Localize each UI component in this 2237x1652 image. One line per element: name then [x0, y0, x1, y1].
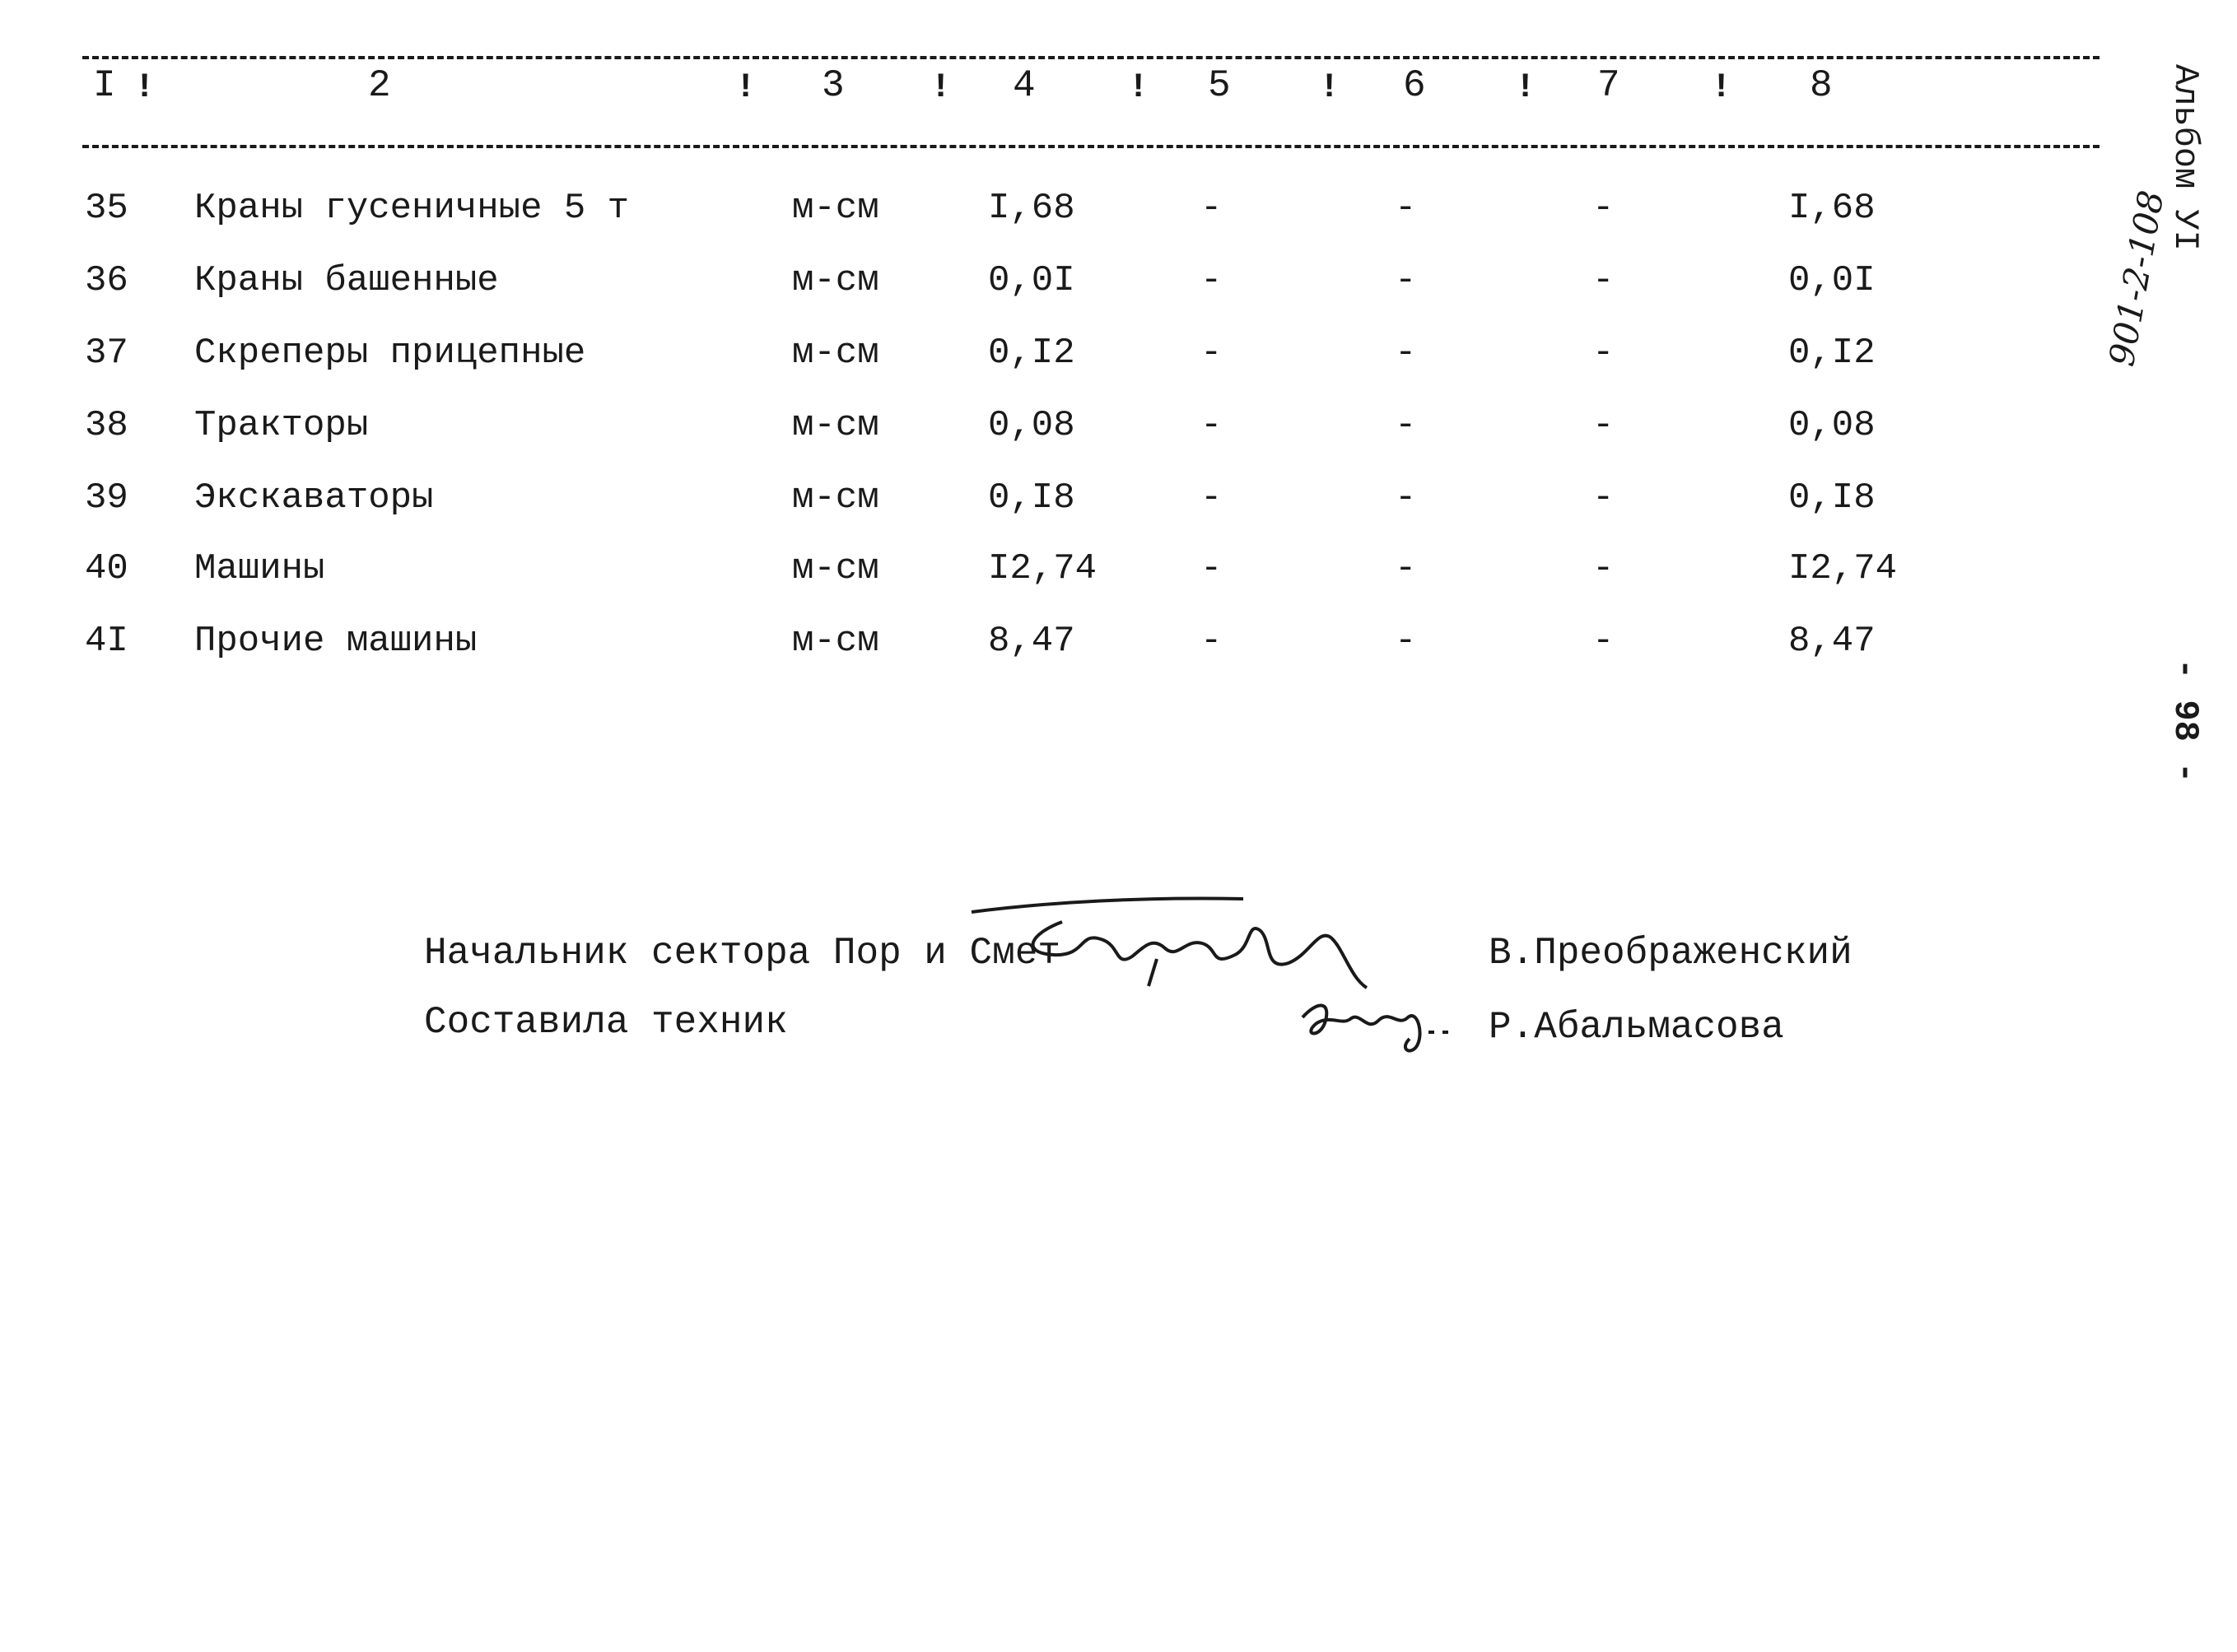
row-value-4: 0,0I	[988, 260, 1075, 301]
row-name: Тракторы	[194, 405, 369, 446]
header-col-6: 6	[1403, 64, 1426, 107]
header-separator: !	[930, 67, 952, 107]
header-separator: !	[134, 67, 156, 107]
row-value-4: 0,I8	[988, 477, 1075, 519]
table-row	[0, 260, 2237, 318]
row-number: 38	[85, 405, 128, 446]
header-top-rule	[82, 56, 2100, 59]
row-unit: м-см	[792, 548, 879, 589]
row-value-6: -	[1395, 333, 1417, 374]
header-separator: !	[735, 67, 757, 107]
row-value-7: -	[1592, 621, 1615, 662]
table-row	[0, 188, 2237, 245]
row-name: Прочие машины	[194, 621, 478, 662]
row-value-6: -	[1395, 188, 1417, 229]
row-unit: м-см	[792, 188, 879, 229]
row-value-4: 8,47	[988, 621, 1075, 662]
project-code: 901-2-108	[2101, 187, 2172, 370]
row-value-4: 0,I2	[988, 333, 1075, 374]
row-value-7: -	[1592, 548, 1615, 589]
row-value-4: I2,74	[988, 548, 1098, 589]
row-number: 40	[85, 548, 128, 589]
signer-2-title: Составила техник	[424, 1001, 788, 1044]
row-name: Машины	[194, 548, 325, 589]
row-unit: м-см	[792, 405, 879, 446]
row-value-6: -	[1395, 260, 1417, 301]
row-value-8: I2,74	[1788, 548, 1898, 589]
album-label: Альбом УI	[2165, 64, 2205, 251]
header-col-3: 3	[822, 64, 845, 107]
row-value-6: -	[1395, 621, 1417, 662]
row-value-5: -	[1200, 333, 1223, 374]
row-value-4: 0,08	[988, 405, 1075, 446]
signer-2-name: Р.Абальмасова	[1489, 1006, 1784, 1049]
row-value-7: -	[1592, 188, 1615, 229]
header-separator: !	[1515, 67, 1536, 107]
row-value-6: -	[1395, 477, 1417, 519]
row-value-4: I,68	[988, 188, 1075, 229]
row-number: 39	[85, 477, 128, 519]
row-value-7: -	[1592, 333, 1615, 374]
row-value-5: -	[1200, 621, 1223, 662]
row-number: 37	[85, 333, 128, 374]
header-separator: !	[1128, 67, 1149, 107]
row-value-6: -	[1395, 405, 1417, 446]
row-value-8: 0,I8	[1788, 477, 1876, 519]
header-col-5: 5	[1208, 64, 1231, 107]
header-col-2: 2	[368, 64, 391, 107]
header-bottom-rule	[82, 145, 2100, 148]
row-value-8: 0,0I	[1788, 260, 1876, 301]
table-row	[0, 548, 2237, 606]
header-separator: !	[1711, 67, 1732, 107]
header-col-8: 8	[1810, 64, 1833, 107]
row-name: Экскаваторы	[194, 477, 434, 519]
row-value-8: 0,I2	[1788, 333, 1876, 374]
row-value-5: -	[1200, 405, 1223, 446]
row-unit: м-см	[792, 477, 879, 519]
header-col-7: 7	[1597, 64, 1620, 107]
row-value-7: -	[1592, 477, 1615, 519]
header-col-1: I	[93, 64, 116, 107]
row-name: Краны гусеничные 5 т	[194, 188, 630, 229]
signature-2-mark	[1293, 984, 1466, 1059]
row-number: 4I	[85, 621, 128, 662]
row-value-6: -	[1395, 548, 1417, 589]
row-number: 36	[85, 260, 128, 301]
signature-1-mark	[963, 889, 1424, 996]
header-col-4: 4	[1013, 64, 1036, 107]
row-unit: м-см	[792, 621, 879, 662]
header-separator: !	[1319, 67, 1340, 107]
row-number: 35	[85, 188, 128, 229]
row-value-5: -	[1200, 260, 1223, 301]
row-value-8: 8,47	[1788, 621, 1876, 662]
row-value-5: -	[1200, 548, 1223, 589]
table-row	[0, 333, 2237, 390]
row-name: Скреперы прицепные	[194, 333, 586, 374]
signer-1-name: В.Преображенский	[1489, 932, 1853, 975]
row-unit: м-см	[792, 333, 879, 374]
row-value-5: -	[1200, 477, 1223, 519]
row-unit: м-см	[792, 260, 879, 301]
signer-1-title: Начальник сектора Пор и Смет	[424, 932, 1060, 975]
row-name: Краны башенные	[194, 260, 499, 301]
row-value-8: I,68	[1788, 188, 1876, 229]
row-value-5: -	[1200, 188, 1223, 229]
row-value-8: 0,08	[1788, 405, 1876, 446]
table-row	[0, 405, 2237, 463]
page-number: - 98 -	[2165, 658, 2205, 784]
table-row	[0, 477, 2237, 535]
row-value-7: -	[1592, 405, 1615, 446]
row-value-7: -	[1592, 260, 1615, 301]
table-row	[0, 621, 2237, 678]
